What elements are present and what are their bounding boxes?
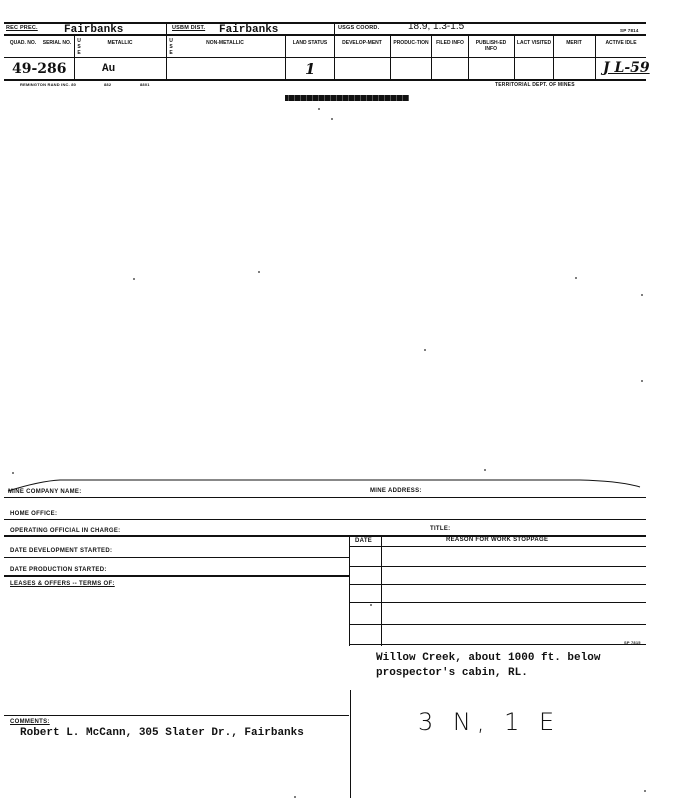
col-use-a: U S E <box>77 38 81 56</box>
company-rule <box>4 497 646 498</box>
handwritten-coordinates: 3 N, 1 E <box>418 708 561 736</box>
speck <box>331 118 333 120</box>
stoppage-header-rule <box>349 546 646 547</box>
col-use-b: U S E <box>169 38 173 56</box>
date-production-label: DATE PRODUCTION STARTED: <box>10 567 107 573</box>
col-active-idle: ACTIVE IDLE <box>605 40 637 46</box>
speck <box>641 294 643 296</box>
col-divider-development <box>334 22 335 79</box>
col-merit: MERIT <box>566 40 582 46</box>
speck <box>484 469 486 471</box>
home-office-label: HOME OFFICE: <box>10 511 58 517</box>
speck <box>318 108 320 110</box>
col-divider-filed <box>431 36 432 79</box>
stoppage-row-rule-4 <box>349 624 646 625</box>
speck <box>12 472 14 474</box>
col-divider-metallic <box>166 22 167 79</box>
stoppage-table-divider <box>381 536 382 646</box>
usgs-coord-label: USGS COORD. <box>338 25 380 31</box>
col-published-info: PUBLISH-ED INFO <box>475 40 507 52</box>
speck <box>370 604 372 606</box>
stoppage-row-rule-2 <box>349 584 646 585</box>
col-divider-active <box>595 36 596 79</box>
form-top-curve <box>0 475 678 495</box>
col-divider-merit <box>553 36 554 79</box>
speck <box>424 349 426 351</box>
form-number-top: SP 7814 <box>620 28 639 33</box>
date-column-header: DATE <box>355 538 373 544</box>
speck <box>641 380 643 382</box>
usbm-dist-value: Fairbanks <box>219 24 279 36</box>
speck <box>258 271 260 273</box>
comments-right-rule <box>350 690 351 798</box>
redaction-mark <box>285 95 409 101</box>
speck <box>575 277 577 279</box>
date-development-label: DATE DEVELOPMENT STARTED: <box>10 548 113 554</box>
comments-value: Robert L. McCann, 305 Slater Dr., Fairbanks <box>20 727 304 739</box>
printer-code-b: 8801 <box>140 82 150 87</box>
mine-address-label: MINE ADDRESS: <box>370 488 422 494</box>
col-quad-no: QUAD. NO. <box>9 40 37 46</box>
col-metallic: METALLIC <box>107 40 133 46</box>
stoppage-row-rule-3 <box>349 602 646 603</box>
leases-label: LEASES & OFFERS -- TERMS OF: <box>10 581 115 587</box>
comments-label: COMMENTS: <box>10 719 50 725</box>
col-development: DEVELOP-MENT <box>342 40 382 46</box>
col-land-status: LAND STATUS <box>292 40 328 46</box>
col-last-visited: LACT VISITED <box>516 40 552 46</box>
usbm-dist-label: USBM DIST. <box>172 25 206 31</box>
row-serial: 49-286 <box>12 61 67 77</box>
home-office-rule <box>4 519 646 520</box>
form-number-bottom: SP 7815 <box>624 640 641 645</box>
stoppage-row-rule-1 <box>349 566 646 567</box>
stoppage-row-rule-5 <box>349 644 646 645</box>
agency-name: TERRITORIAL DEPT. OF MINES <box>495 82 575 88</box>
official-rule <box>4 535 646 537</box>
col-divider-serial <box>74 36 75 79</box>
reason-column-header: REASON FOR WORK STOPPAGE <box>446 537 549 543</box>
speck <box>644 790 646 792</box>
rec-prec-label: REC PREC. <box>6 25 38 31</box>
printer-mark: REMINGTON RAND INC. 80 <box>20 82 77 87</box>
row-active-idle: J L-59 <box>603 60 650 76</box>
col-serial-no: SERIAL NO. <box>42 40 72 46</box>
col-non-metallic: NON-METALLIC <box>206 40 244 46</box>
col-filed-info: FILED INFO <box>436 40 464 46</box>
row-land-status: 1 <box>305 60 316 78</box>
column-header-rule <box>4 57 646 58</box>
speck <box>133 278 135 280</box>
printer-code-a: 882 <box>104 82 112 87</box>
rec-prec-value: Fairbanks <box>64 24 124 36</box>
location-line-1: Willow Creek, about 1000 ft. below <box>376 652 601 664</box>
stoppage-table-left <box>349 536 350 646</box>
row-metallic: Au <box>102 63 116 75</box>
row-bottom-rule <box>4 79 646 81</box>
production-rule <box>4 575 349 577</box>
operating-official-label: OPERATING OFFICIAL IN CHARGE: <box>10 528 121 534</box>
comments-top-rule <box>4 715 349 716</box>
title-label: TITLE: <box>430 526 451 532</box>
speck <box>294 796 296 798</box>
col-divider-lastvisited <box>514 36 515 79</box>
usgs-coord-value: 18.9, 1.3-1.5 <box>408 21 465 32</box>
col-production: PRODUC-TION <box>393 40 429 46</box>
development-rule <box>4 557 349 558</box>
col-divider-production <box>390 36 391 79</box>
col-divider-published <box>468 36 469 79</box>
mine-company-name-label: MINE COMPANY NAME: <box>8 489 82 495</box>
col-divider-landstatus <box>285 36 286 79</box>
location-line-2: prospector's cabin, RL. <box>376 667 528 679</box>
